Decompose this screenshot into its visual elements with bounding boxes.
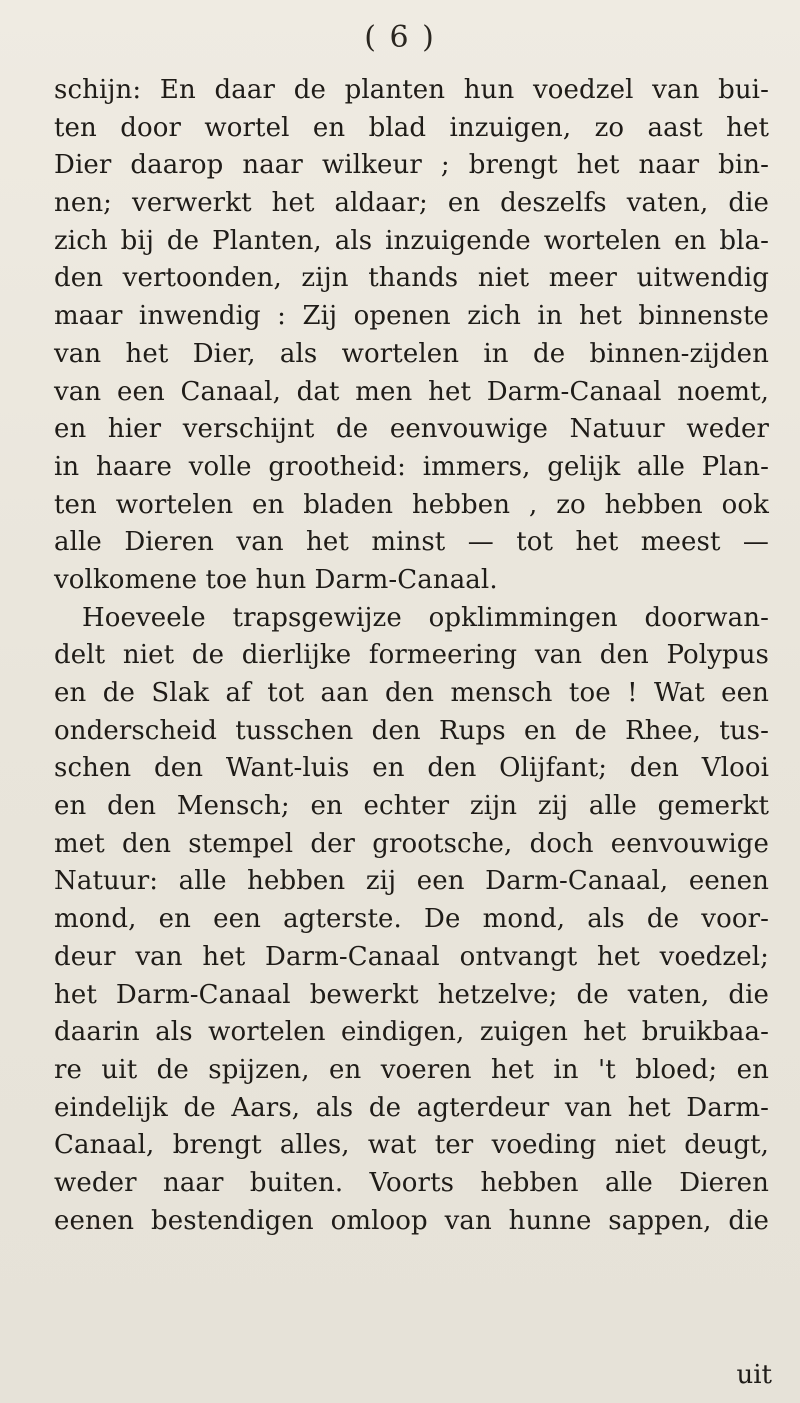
text-line: ten door wortel en blad inzuigen, zo aast het	[54, 112, 769, 143]
text-line: nen; verwerkt het aldaar; en deszelfs vaten, die	[54, 188, 769, 219]
text-line: schen den Want-luis en den Olijfant; den Vlooi	[54, 753, 769, 784]
text-line: maar inwendig : Zij openen zich in het binnenste	[54, 301, 769, 332]
text-line: en hier verschijnt de eenvouwige Natuur weder	[54, 414, 769, 445]
text-line: re uit de spijzen, en voeren het in 't bloed; en	[54, 1054, 769, 1085]
text-line: Hoeveele trapsgewijze opklimmingen doorwan-	[82, 602, 769, 633]
text-line: alle Dieren van het minst — tot het meest —	[54, 527, 769, 558]
text-line: delt niet de dierlijke formeering van den Polypus	[54, 640, 769, 671]
text-line: schijn: En daar de planten hun voedzel van bui-	[54, 75, 769, 105]
text-line: daarin als wortelen eindigen, zuigen het bruikbaa-	[54, 1017, 769, 1048]
text-line: deur van het Darm-Canaal ontvangt het voedzel;	[54, 941, 769, 972]
text-line: weder naar buiten. Voorts hebben alle Dieren	[54, 1167, 769, 1198]
text-line: van het Dier, als wortelen in de binnen-zijden	[54, 338, 769, 369]
text-line: eindelijk de Aars, als de agterdeur van het Darm-	[54, 1092, 769, 1123]
page-number: ( 6 )	[364, 20, 436, 55]
text-line: het Darm-Canaal bewerkt hetzelve; de vaten, die	[54, 979, 769, 1010]
text-line: Dier daarop naar wilkeur ; brengt het naar bin-	[54, 150, 769, 181]
text-line: ten wortelen en bladen hebben , zo hebben ook	[54, 489, 769, 520]
body-text	[54, 72, 769, 1240]
text-line: met den stempel der grootsche, doch eenvouwige	[54, 828, 769, 859]
text-line: Canaal, brengt alles, wat ter voeding niet deugt,	[54, 1130, 769, 1161]
text-line: en de Slak af tot aan den mensch toe ! Wat een	[54, 678, 769, 708]
text-line: onderscheid tusschen den Rups en de Rhee, tus-	[54, 715, 769, 746]
text-line: volkomene toe hun Darm-Canaal.	[54, 564, 498, 595]
text-line: Natuur: alle hebben zij een Darm-Canaal, eenen	[54, 866, 769, 897]
text-line: en den Mensch; en echter zijn zij alle gemerkt	[54, 791, 769, 822]
catchword: uit	[736, 1360, 772, 1390]
text-line: van een Canaal, dat men het Darm-Canaal noemt,	[54, 376, 769, 407]
text-line: den vertoonden, zijn thands niet meer uitwendig	[54, 263, 769, 294]
text-line: in haare volle grootheid: immers, gelijk alle Plan-	[54, 451, 769, 482]
text-line: eenen bestendigen omloop van hunne sappen, die	[54, 1205, 769, 1236]
text-line: mond, en een agterste. De mond, als de voor-	[54, 904, 769, 935]
text-line: zich bij de Planten, als inzuigende wortelen en bla-	[54, 225, 769, 256]
